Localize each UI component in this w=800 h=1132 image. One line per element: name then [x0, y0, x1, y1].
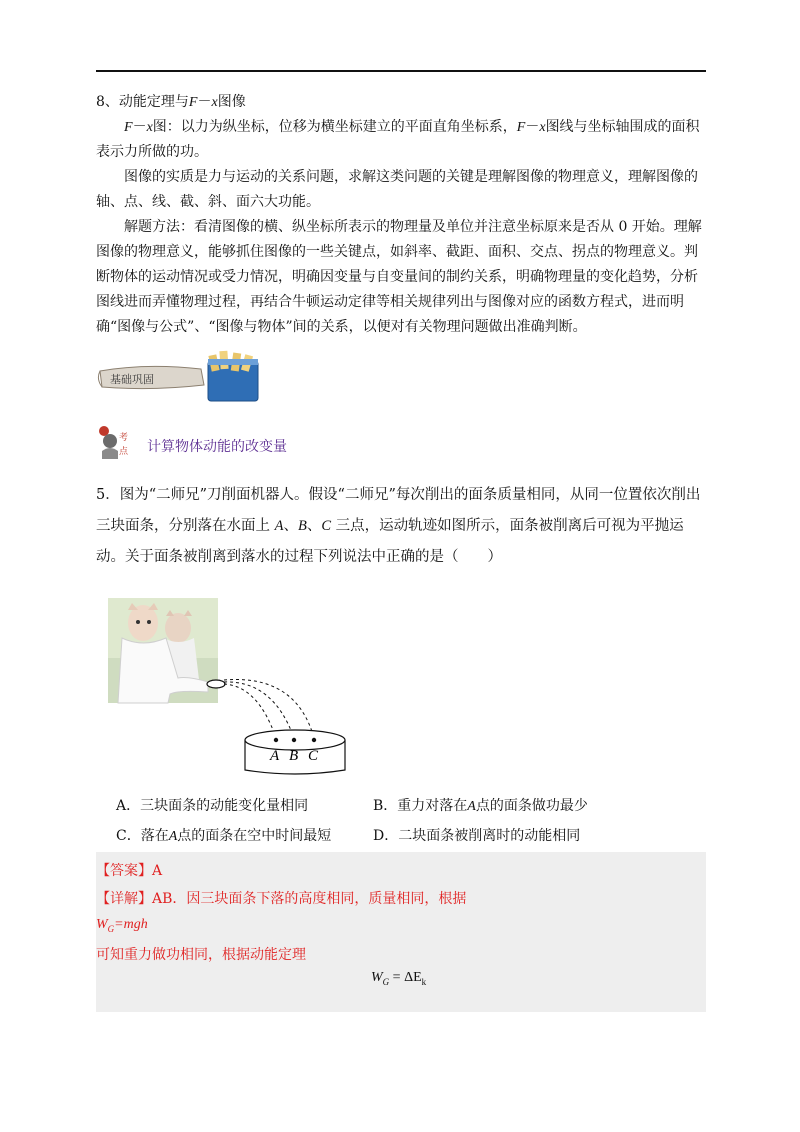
- banner-label: 基础巩固: [110, 373, 154, 386]
- basic-consolidation-banner: [96, 345, 276, 405]
- option-b: B．重力对落在A点的面条做功最少: [373, 798, 588, 814]
- option-d: D．二块面条被削离时的动能相同: [373, 828, 581, 844]
- label-c: C: [308, 748, 319, 764]
- option-a: A．三块面条的动能变化量相同: [116, 798, 309, 814]
- trajectory-a: [224, 684, 276, 738]
- answer-text-2: 可知重力做功相同，根据动能定理: [96, 947, 306, 963]
- trajectory-c: [224, 679, 314, 738]
- trajectory-b: [224, 682, 294, 738]
- option-c: C．落在A点的面条在空中时间最短: [116, 828, 332, 844]
- point-c: [312, 738, 316, 742]
- kaodian-icon: [96, 423, 140, 463]
- formula-work-gravity: $W_G=mgh$: [96, 917, 148, 934]
- point-a: [274, 738, 278, 742]
- section-8-paragraph-2: 图像的实质是力与运动的关系问题，求解这类问题的关键是理解图像的物理意义，理解图像的轴、点、线、截、斜、面六大功能。: [96, 169, 698, 210]
- noodle-robot-figure: [108, 598, 358, 778]
- answer-label: 【答案】A: [96, 863, 163, 879]
- section-8-paragraph-1: F－x图：以力为纵坐标，位移为横坐标建立的平面直角坐标系，F－x图线与坐标轴围成的面积表示力所做的功。: [96, 119, 700, 160]
- formula-kinetic-theorem: $W_G = \Delta E_k$: [371, 970, 427, 987]
- kaodian-title: 计算物体动能的改变量: [147, 439, 287, 455]
- section-8-heading: 8、动能定理与F－x图像: [96, 94, 246, 110]
- svg-text:考: 考: [119, 433, 129, 443]
- answer-section: [96, 852, 706, 1012]
- answer-detail: 【详解】AB．因三块面条下落的高度相同，质量相同，根据: [96, 891, 467, 907]
- svg-text:点: 点: [119, 447, 129, 457]
- section-8: [96, 90, 706, 340]
- label-a: A: [270, 748, 280, 764]
- header-rule: [96, 70, 706, 72]
- noodle-origin: [207, 680, 225, 688]
- label-b: B: [289, 748, 299, 764]
- question-5: 5．图为“二师兄”刀削面机器人。假设“二师兄”每次削出的面条质量相同，从同一位置依次削出三块面条，分别落在水面上 A、B、C 三点，运动轨迹如图所示，面条被削离后可视为平抛运动。关于面条被削离到落水的过程下列说法中正确的是（ ）: [96, 487, 701, 565]
- section-8-paragraph-3: 解题方法：看清图像的横、纵坐标所表示的物理量及单位并注意坐标原来是否从 0 开始。理解图像的物理意义，能够抓住图像的一些关键点，如斜率、截距、面积、交点、拐点的物理意义。判断物体的运动情况或受力情况，明确因变量与自变量间的制约关系，明确物理量的变化趋势，分析图线进而弄懂物理过程，再结合牛顿运动定律等相关规律列出与图像对应的函数方程式，进而明确“图像与公式”、“图像与物体”间的关系，以便对有关物理问题做出准确判断。: [96, 219, 702, 335]
- point-b: [292, 738, 296, 742]
